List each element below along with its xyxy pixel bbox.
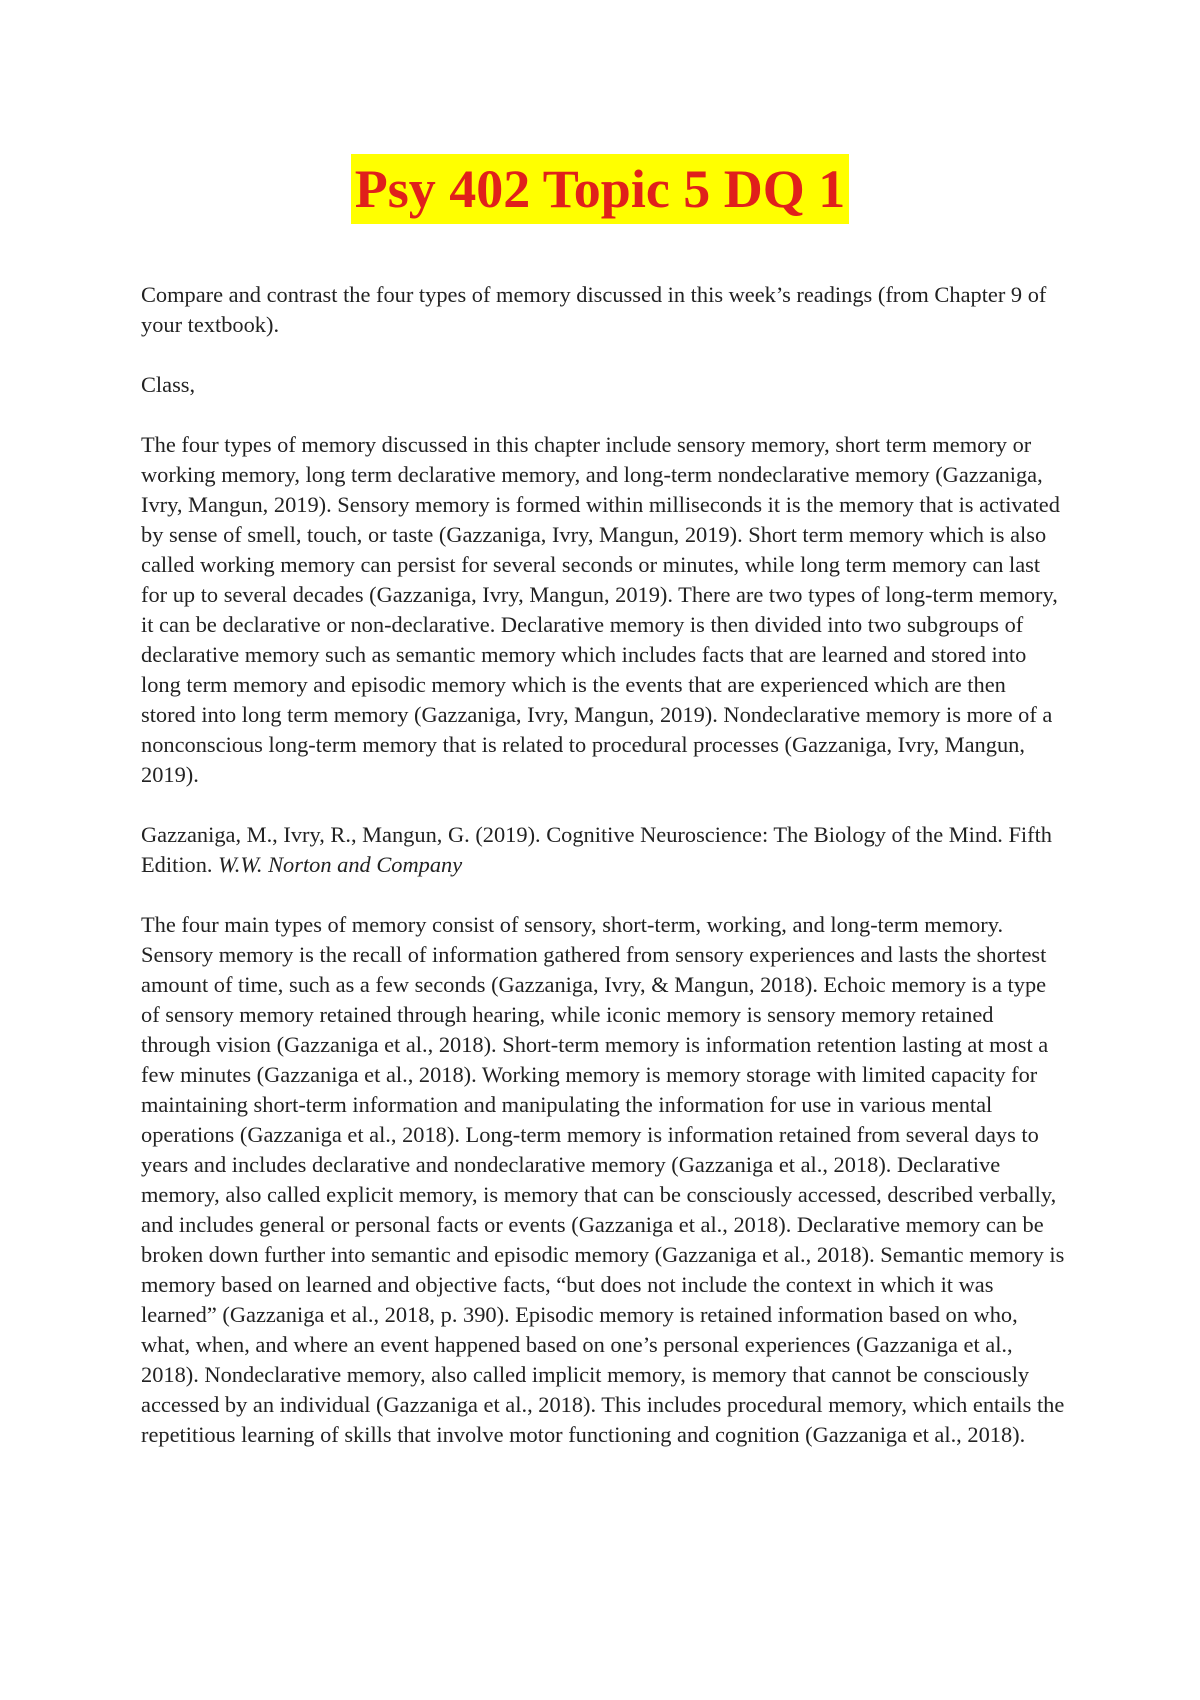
greeting: Class, <box>141 372 196 397</box>
reference-publisher: W.W. Norton and Company <box>218 852 463 877</box>
discussion-prompt: Compare and contrast the four types of memory discussed in this week’s readings (from Chapter 9 of your textbook). <box>141 282 1047 337</box>
title-container <box>0 154 1200 224</box>
reference-main-text: Gazzaniga, M., Ivry, R., Mangun, G. (2019). Cognitive Neuroscience: The Biology of the Mind. Fifth Edition. <box>141 822 1053 877</box>
document-title: Psy 402 Topic 5 DQ 1 <box>351 154 850 224</box>
reference-entry <box>141 820 1066 880</box>
response-paragraph-2: The four main types of memory consist of sensory, short-term, working, and long-term memory. Sensory memory is the recall of information gathered from sensory experiences and lasts the shortest amount of time, such as a few seconds (Gazzaniga, Ivry, & Mangun, 2018). Echoic memory is a type of sensory memory retained through hearing, while iconic memory is sensory memory retained through vision (Gazzaniga et al., 2018). Short-term memory is information retention lasting at most a few minutes (Gazzaniga et al., 2018). Working memory is memory storage with limited capacity for maintaining short-term information and manipulating the information for use in various mental operations (Gazzaniga et al., 2018). Long-term memory is information retained from several days to years and includes declarative and nondeclarative memory (Gazzaniga et al., 2018). Declarative memory, also called explicit memory, is memory that can be consciously accessed, described verbally, and includes general or personal facts or events (Gazzaniga et al., 2018). Declarative memory can be broken down further into semantic and episodic memory (Gazzaniga et al., 2018). Semantic memory is memory based on learned and objective facts, “but does not include the context in which it was learned” (Gazzaniga et al., 2018, p. 390). Episodic memory is retained information based on who, what, when, and where an event happened based on one’s personal experiences (Gazzaniga et al., 2018). Nondeclarative memory, also called implicit memory, is memory that cannot be consciously accessed by an individual (Gazzaniga et al., 2018). This includes procedural memory, which entails the repetitious learning of skills that involve motor functioning and cognition (Gazzaniga et al., 2018). <box>141 912 1065 1447</box>
response-paragraph-1: The four types of memory discussed in this chapter include sensory memory, short term memory or working memory, long term declarative memory, and long-term nondeclarative memory (Gazzaniga, Ivry, Mangun, 2019). Sensory memory is formed within milliseconds it is the memory that is activated by sense of smell, touch, or taste (Gazzaniga, Ivry, Mangun, 2019). Short term memory which is also called working memory can persist for several seconds or minutes, while long term memory can last for up to several decades (Gazzaniga, Ivry, Mangun, 2019). There are two types of long-term memory, it can be declarative or non-declarative. Declarative memory is then divided into two subgroups of declarative memory such as semantic memory which includes facts that are learned and stored into long term memory and episodic memory which is the events that are experienced which are then stored into long term memory (Gazzaniga, Ivry, Mangun, 2019). Nondeclarative memory is more of a nonconscious long-term memory that is related to procedural processes (Gazzaniga, Ivry, Mangun, 2019). <box>141 432 1060 787</box>
document-body <box>141 280 1066 1480</box>
